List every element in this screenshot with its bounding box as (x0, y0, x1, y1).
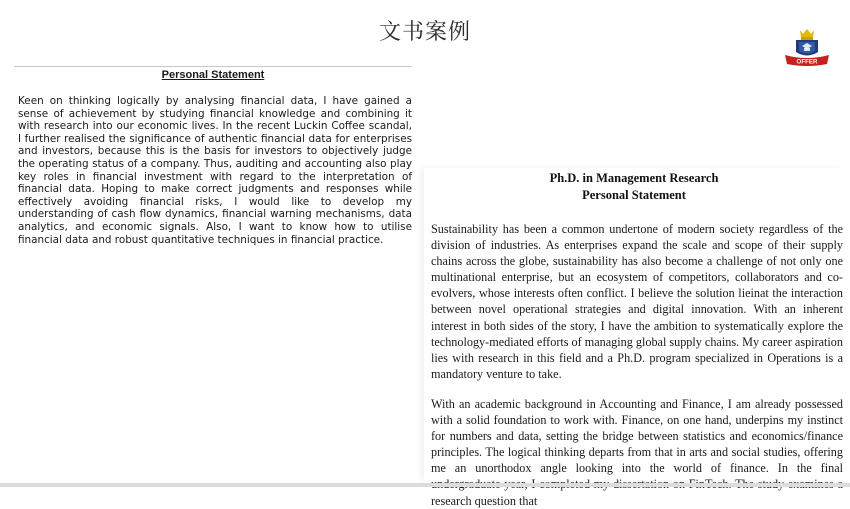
left-document (14, 66, 412, 246)
right-document-title: Ph.D. in Management Research (549, 171, 719, 185)
right-document (424, 168, 844, 508)
right-document-paragraph-2: With an academic background in Accounting and Finance, I am already possessed with a solid foundation to work with. Finance, on one hand, underpins my instinct for numbers and data, setting the bridge between statistics and economics/finance principles. The logical thinking departs from that in arts and social studies, offering me an unorthodox angle looking into the world of finance. In the final research question that (431, 396, 843, 508)
bottom-strip (0, 483, 850, 487)
right-document-paragraph-1: Sustainability has been a common undertone of modern society regardless of the division of industries. As enterprises expand the scale and scope of their supply chains across the globe, sustainability has also become a challenge of not only one multinational enterprise, but an ecosystem of competitors, collaborators and co-evolvers, whose interests often conflict. I believe the solution lieinat the interaction between novel operational strategies and digital innovation. With an inherent interest in both sides of the story, I have the ambition to systematically explore the technology-mediated efforts of managing global supply chains. My career aspiration lies with research in this field and a Ph.D. program specialized in Operations is a mandatory venture to take. (431, 222, 843, 381)
offer-logo (782, 28, 832, 68)
left-document-body: Keen on thinking logically by analysing financial data, I have gained a sense of achievement by studying financial knowledge and combining it with research into our economic lives. In the recent Luckin Coffee scandal, I further realised the significance of authentic financial data for enterprises and investors, because this is the basis for investors to objectively judge the operating status of a company. Thus, auditing and accounting also play key roles in financial investment with regard to the interpretation of financial data. Hoping to make correct judgments and responses while effectively avoiding financial risks, I would like to develop my understanding of cash flow dynamics, financial warning mechanisms, data analytics, and economic signals. Also, I want to know how to utilise financial data and robust quantitative techniques in financial practice. (18, 95, 412, 246)
right-document-subtitle: Personal Statement (582, 188, 686, 202)
slide-title: 文书案例 (378, 20, 471, 45)
left-document-heading: Personal Statement (161, 69, 265, 81)
crown-icon (800, 29, 814, 37)
logo-text: OFFER (796, 58, 818, 66)
